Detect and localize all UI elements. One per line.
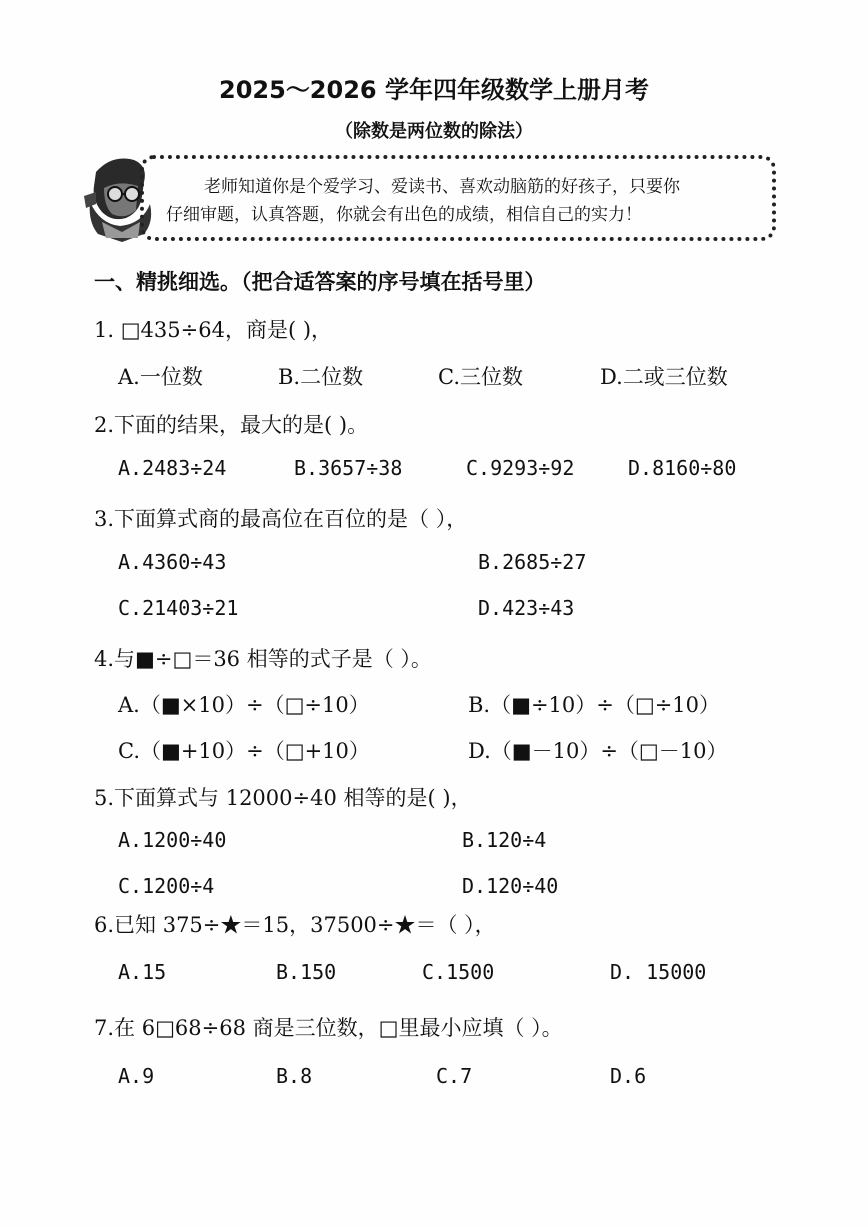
question-5: 5.下面算式与 12000÷40 相等的是( )， [94, 786, 472, 810]
question-4: 4.与■÷□＝36 相等的式子是（ ）。 [94, 647, 432, 671]
question-4-option-d: D.（■－10）÷（□－10） [468, 739, 728, 763]
banner-line-2: 仔细审题，认真答题，你就会有出色的成绩，相信自己的实力！ [166, 205, 642, 225]
question-6-option-b: B.150 [276, 960, 337, 984]
question-7-option-b: B.8 [276, 1064, 313, 1088]
encouragement-banner [140, 155, 776, 241]
page-title: 2025～2026 学年四年级数学上册月考 [219, 76, 649, 104]
question-4-option-a: A.（■×10）÷（□÷10） [118, 693, 370, 717]
section-heading: 一、精挑细选。（把合适答案的序号填在括号里） [94, 270, 546, 294]
question-1-option-c: C.三位数 [438, 365, 523, 389]
question-6-option-a: A.15 [118, 960, 167, 984]
question-1-option-d: D.二或三位数 [600, 365, 728, 389]
question-2-option-d: D.8160÷80 [628, 456, 737, 480]
question-5-option-a: A.1200÷40 [118, 828, 227, 852]
question-7-option-c: C.7 [436, 1064, 473, 1088]
question-2-option-a: A.2483÷24 [118, 456, 227, 480]
question-1: 1. □435÷64，商是( )， [94, 318, 333, 342]
question-6-option-c: C.1500 [422, 960, 495, 984]
question-4-option-b: B.（■÷10）÷（□÷10） [468, 693, 721, 717]
question-3-option-c: C.21403÷21 [118, 596, 239, 620]
page-subtitle: （除数是两位数的除法） [335, 121, 533, 142]
question-6: 6.已知 375÷★＝15，37500÷★＝（ ）， [94, 913, 496, 937]
question-3: 3.下面算式商的最高位在百位的是（ ）， [94, 507, 468, 531]
question-3-option-b: B.2685÷27 [478, 550, 587, 574]
question-7-option-d: D.6 [610, 1064, 647, 1088]
question-2-option-b: B.3657÷38 [294, 456, 403, 480]
question-3-option-a: A.4360÷43 [118, 550, 227, 574]
question-3-option-d: D.423÷43 [478, 596, 575, 620]
question-5-option-c: C.1200÷4 [118, 874, 215, 898]
banner-line-1: 老师知道你是个爱学习、爱读书、喜欢动脑筋的好孩子，只要你 [204, 177, 680, 197]
question-2-option-c: C.9293÷92 [466, 456, 575, 480]
question-5-option-b: B.120÷4 [462, 828, 547, 852]
question-7: 7.在 6□68÷68 商是三位数，□里最小应填（ ）。 [94, 1016, 563, 1040]
question-7-option-a: A.9 [118, 1064, 155, 1088]
question-4-option-c: C.（■+10）÷（□+10） [118, 739, 370, 763]
question-1-option-b: B.二位数 [278, 365, 364, 389]
question-2: 2.下面的结果，最大的是( )。 [94, 413, 369, 437]
question-6-option-d: D. 15000 [610, 960, 707, 984]
question-1-option-a: A.一位数 [118, 365, 203, 389]
question-5-option-d: D.120÷40 [462, 874, 559, 898]
